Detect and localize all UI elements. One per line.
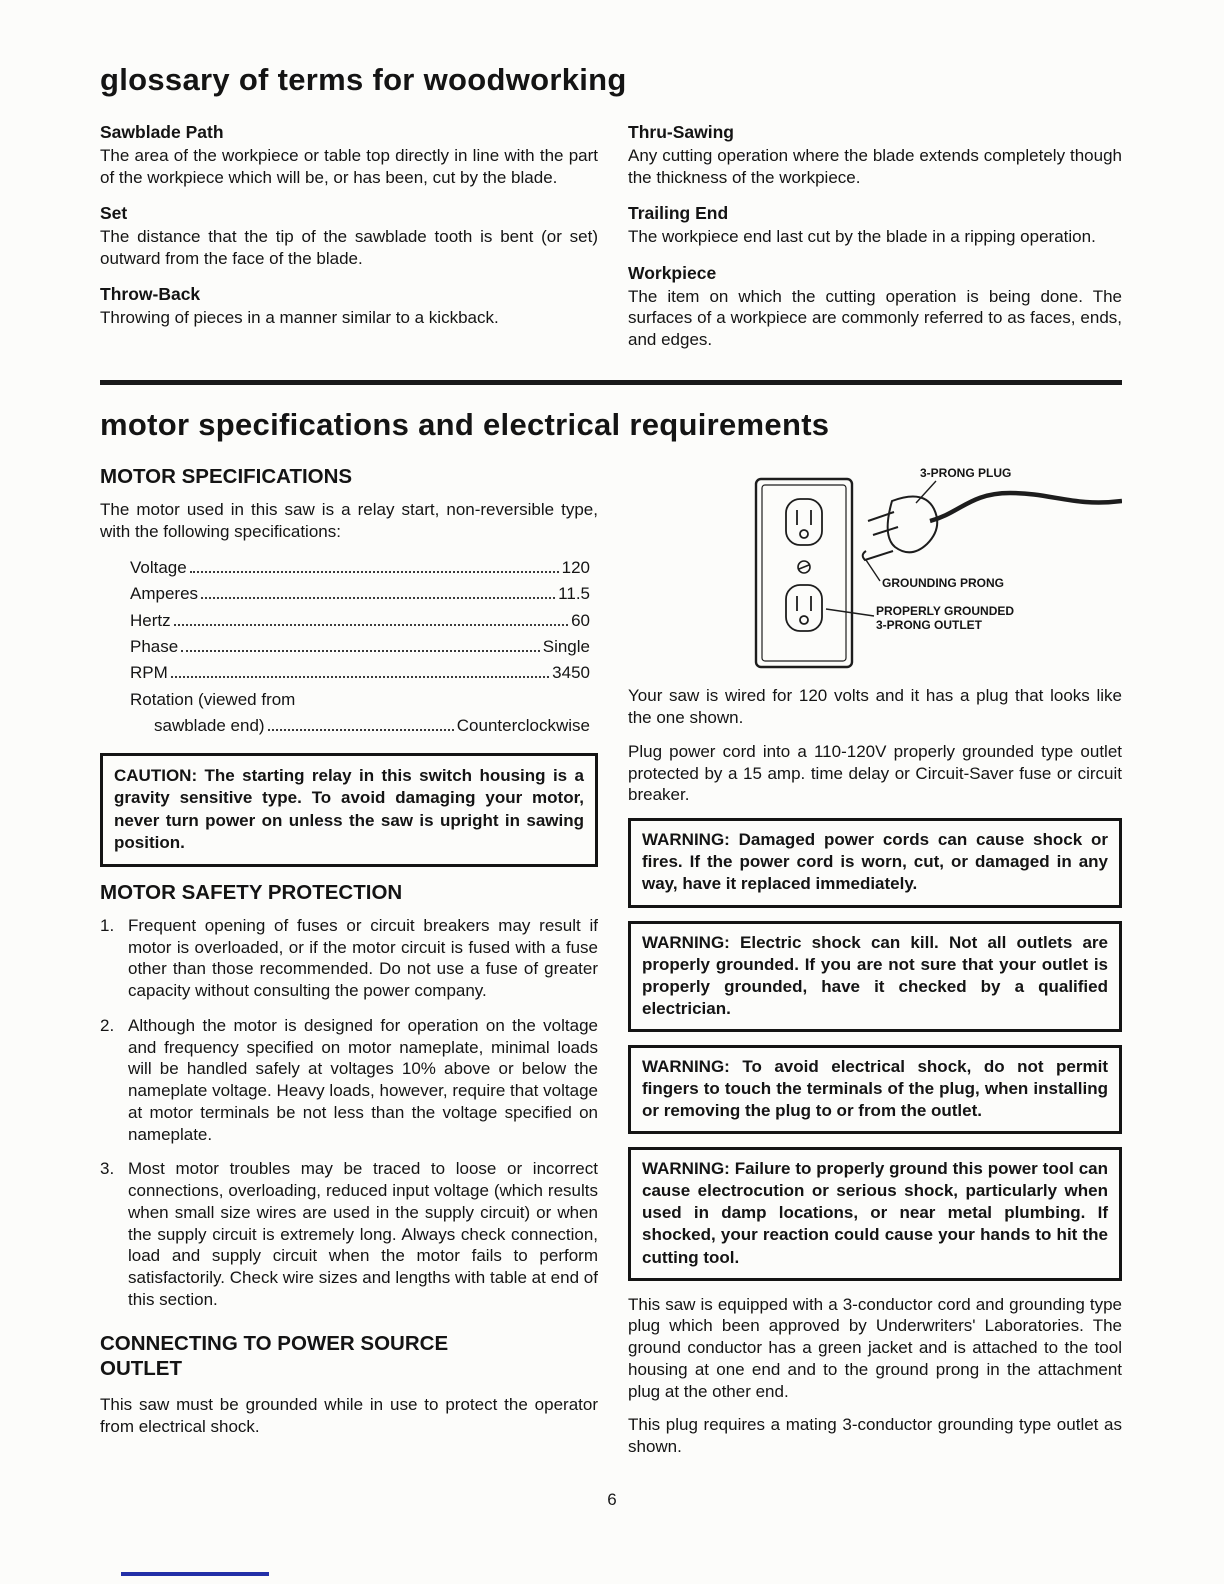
- spec-value: 11.5: [558, 584, 590, 604]
- plate-screw: [798, 561, 810, 573]
- motor-columns: [100, 465, 1122, 1469]
- power-cord: [930, 493, 1122, 521]
- motor-specs-intro: The motor used in this saw is a relay start, non-reversible type, with the following specifications:: [100, 500, 598, 542]
- label-leader-line: [826, 609, 874, 616]
- spec-value: Single: [542, 637, 590, 656]
- dot-leader: [171, 676, 549, 678]
- spec-row: [130, 660, 590, 686]
- spec-row-rotation-line2: [130, 713, 590, 739]
- spec-label: Rotation (viewed from: [130, 689, 296, 709]
- glossary-entry: [100, 284, 598, 329]
- spec-row: [130, 555, 590, 581]
- connecting-text: This saw must be grounded while in use to protect the operator from electrical shock.: [100, 1394, 598, 1436]
- electrical-para-4: This plug requires a mating 3-conductor grounding type outlet as shown.: [628, 1415, 1122, 1457]
- figure-label-3-prong-plug: 3-PRONG PLUG: [920, 466, 1012, 481]
- dot-leader: [201, 597, 555, 599]
- outlet-plug-illustration: [628, 465, 1122, 677]
- spec-row-rotation-line1: [130, 687, 590, 713]
- dot-leader: [174, 624, 568, 626]
- spec-list: [130, 555, 590, 739]
- glossary-definition: The workpiece end last cut by the blade in a ripping operation.: [628, 227, 1096, 247]
- glossary-right-column: [628, 122, 1122, 350]
- label-leader-line: [866, 560, 880, 581]
- electrical-para-1: Your saw is wired for 120 volts and it has a plug that looks like the one shown.: [628, 686, 1122, 728]
- motor-specs-heading: MOTOR SPECIFICATIONS: [100, 465, 353, 489]
- spec-row: [130, 608, 590, 634]
- connecting-heading-line1: CONNECTING TO POWER SOURCE: [100, 1331, 449, 1355]
- glossary-definition: Any cutting operation where the blade extends completely though the thickness of the workpiece.: [628, 146, 1122, 187]
- upper-outlet: [786, 499, 822, 545]
- dot-leader: [268, 729, 454, 731]
- list-text: Frequent opening of fuses or circuit breakers may result if motor is overloaded, or if the motor circuit is fused with a fuse other than those recommended. Do not use a fuse of greater capacity without consulting the power company.: [128, 915, 598, 1000]
- motor-left-column: [100, 465, 598, 1469]
- motor-right-column: [628, 465, 1122, 1469]
- glossary-term: Set: [100, 203, 128, 224]
- spec-value: 3450: [552, 663, 590, 683]
- glossary-entry: [628, 122, 1122, 188]
- warning-box: WARNING: To avoid electrical shock, do not permit fingers to touch the terminals of the plug, when installing or removing the plug to or from the outlet.: [628, 1045, 1122, 1134]
- lower-outlet: [786, 585, 822, 631]
- spec-label: Voltage: [130, 557, 187, 577]
- warning-box: WARNING: Failure to properly ground this power tool can cause electrocution or serious shock, particularly when used in damp locations, or near metal plumbing. If shocked, your reaction could cause your hands to hit the cutting tool.: [628, 1147, 1122, 1280]
- glossary-term: Workpiece: [628, 262, 717, 283]
- glossary-left-column: [100, 122, 598, 350]
- spec-value: Counterclockwise: [456, 716, 590, 736]
- glossary-definition: Throwing of pieces in a manner similar to a kickback.: [100, 308, 499, 328]
- motor-safety-heading: MOTOR SAFETY PROTECTION: [100, 880, 403, 904]
- glossary-entry: [628, 263, 1122, 351]
- glossary-entry: [100, 122, 598, 188]
- motor-section-title: motor specifications and electrical requirements: [100, 407, 830, 443]
- figure-label-grounded-outlet-1: PROPERLY GROUNDED: [876, 604, 1015, 619]
- spec-row: [130, 581, 590, 607]
- spec-label: RPM: [130, 663, 168, 683]
- figure-label-grounding-prong: GROUNDING PRONG: [882, 576, 1005, 591]
- glossary-entry: [100, 203, 598, 269]
- glossary-definition: The distance that the tip of the sawblade tooth is bent (or set) outward from the face of the blade.: [100, 227, 598, 268]
- spec-label: sawblade end): [154, 716, 265, 736]
- list-text: Although the motor is designed for operation on the voltage and frequency specified on motor nameplate, minimal loads will be handled safely at voltages 10% above or below the nameplate voltage. Heavy loads, however, require that voltage at motor terminals be not less than the voltage specified on nameplate.: [128, 1015, 598, 1144]
- safety-list-item: [100, 915, 598, 1002]
- list-number: 2.: [100, 1015, 115, 1035]
- spec-label: Phase: [130, 637, 179, 656]
- glossary-title: glossary of terms for woodworking: [100, 62, 627, 97]
- spec-value: 120: [561, 557, 590, 577]
- list-number: 3.: [100, 1159, 115, 1179]
- list-number: 1.: [100, 915, 115, 935]
- glossary-term: Throw-Back: [100, 284, 201, 305]
- glossary-definition: The item on which the cutting operation is being done. The surfaces of a workpiece are commonly referred to as faces, ends, and edges.: [628, 286, 1122, 349]
- connecting-heading: [100, 1331, 598, 1382]
- connecting-heading-line2: OUTLET: [100, 1357, 182, 1381]
- safety-list-item: [100, 1015, 598, 1146]
- glossary-term: Trailing End: [628, 203, 729, 224]
- caution-box: CAUTION: The starting relay in this switch housing is a gravity sensitive type. To avoid damaging your motor, never turn power on unless the saw is upright in sawing position.: [100, 753, 598, 866]
- electrical-para-2: Plug power cord into a 110-120V properly grounded type outlet protected by a 15 amp. time delay or Circuit-Saver fuse or circuit breaker.: [628, 741, 1122, 805]
- list-text: Most motor troubles may be traced to loose or incorrect connections, overloading, reduced input voltage (which results when small size wires are used in the supply circuit) or when the supply circuit is extremely long. Always check connection, load and supply circuit when the motor fails to perform satisfactorily. Check wire sizes and lengths with table at end of this section.: [128, 1159, 598, 1309]
- glossary-definition: The area of the workpiece or table top directly in line with the part of the workpiece which will be, or has been, cut by the blade.: [100, 146, 598, 187]
- figure-label-grounded-outlet-2: 3-PRONG OUTLET: [876, 618, 983, 633]
- glossary-term: Thru-Sawing: [628, 122, 734, 142]
- page-number: 6: [607, 1490, 617, 1509]
- warning-box: WARNING: Electric shock can kill. Not all outlets are properly grounded. If you are not sure that your outlet is properly grounded, have it checked by a qualified electrician.: [628, 921, 1122, 1032]
- safety-list-item: [100, 1158, 598, 1310]
- glossary-columns: [100, 122, 1122, 350]
- scan-artifact-line: [121, 1572, 269, 1576]
- spec-value: 60: [571, 610, 590, 630]
- warning-box: WARNING: Damaged power cords can cause shock or fires. If the power cord is worn, cut, or damaged in any way, have it replaced immediately.: [628, 818, 1122, 907]
- glossary-term: Sawblade Path: [100, 122, 224, 142]
- dot-leader: [181, 650, 540, 652]
- spec-label: Hertz: [130, 610, 171, 630]
- three-prong-plug: [863, 497, 938, 561]
- electrical-para-3: This saw is equipped with a 3-conductor cord and grounding type plug which been approved by Underwriters' Laboratories. The ground conductor has a green jacket and is attached to the tool housing at one end and to the ground prong in the attachment plug at the other end.: [628, 1294, 1122, 1401]
- spec-label: Amperes: [130, 584, 199, 604]
- dot-leader: [190, 571, 559, 573]
- section-divider: [100, 380, 1122, 385]
- glossary-entry: [628, 203, 1122, 248]
- page-content: [100, 62, 1122, 1470]
- spec-row: [130, 634, 590, 660]
